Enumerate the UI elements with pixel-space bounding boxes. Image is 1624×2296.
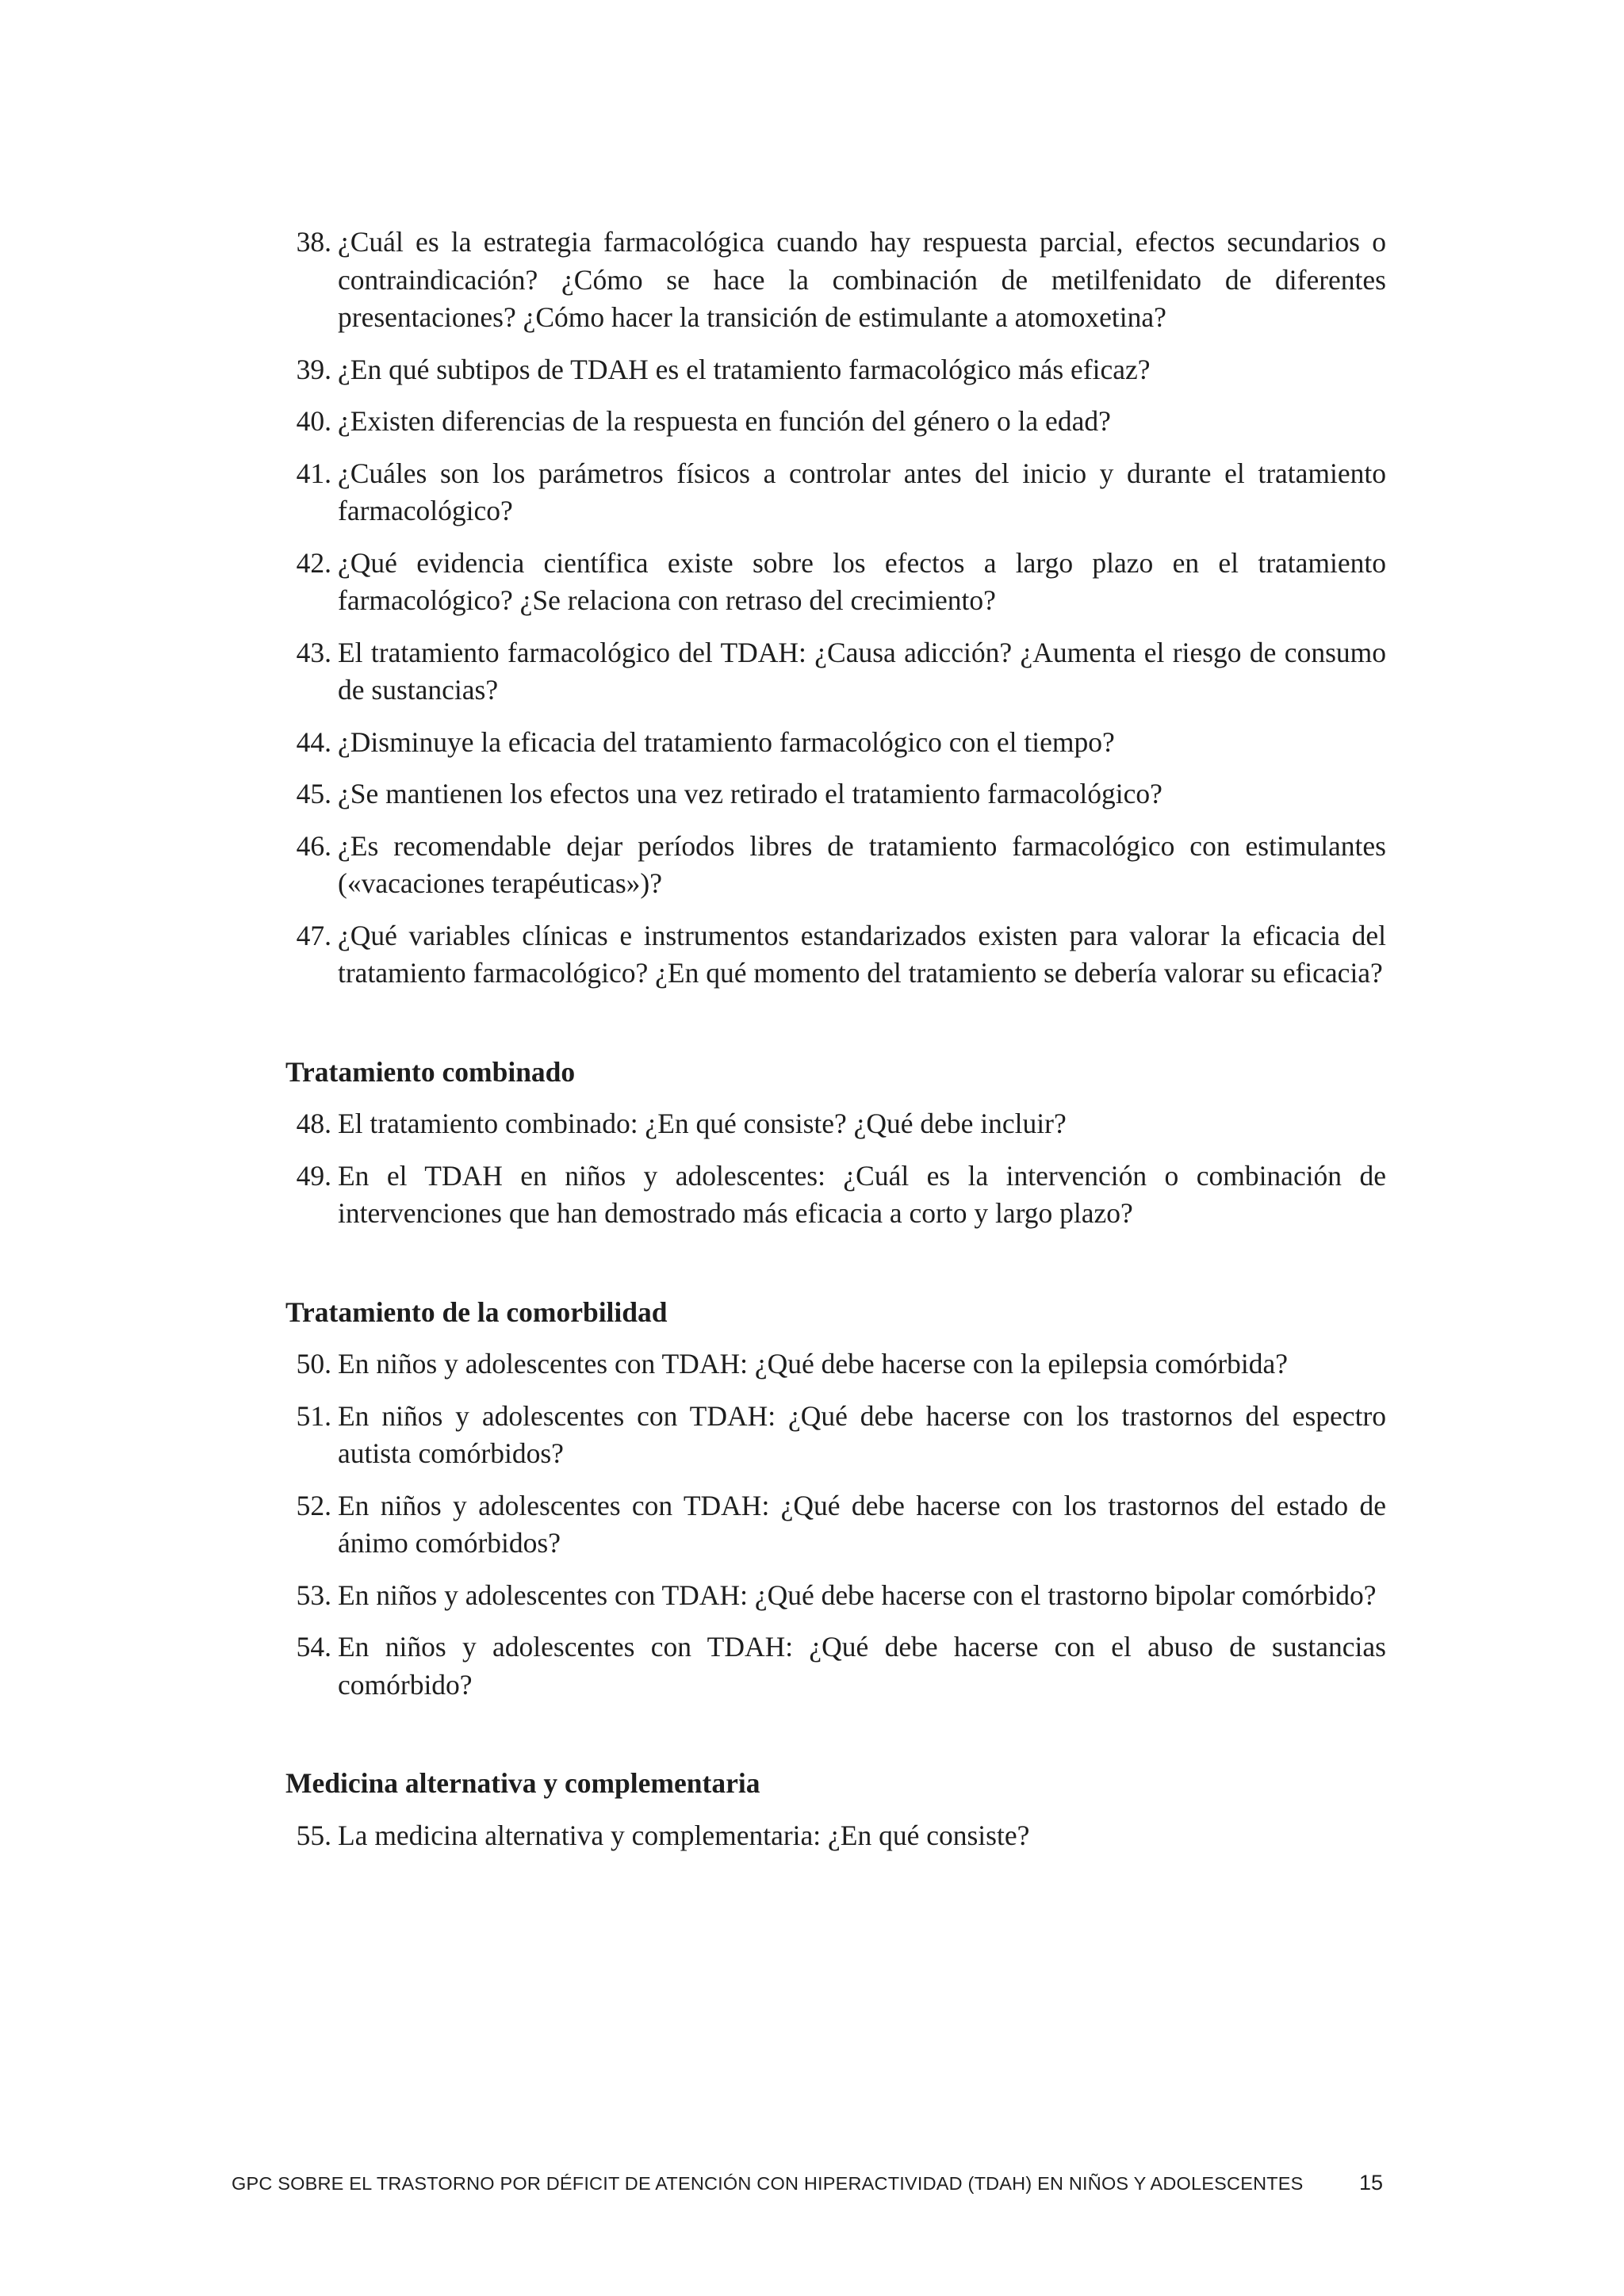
question-text: ¿Disminuye la eficacia del tratamiento farmacológico con el tiempo?	[338, 725, 1115, 758]
question-item	[278, 1628, 1386, 1704]
question-text: En niños y adolescentes con TDAH: ¿Qué debe hacerse con el abuso de sustancias comórbido?	[338, 1631, 1386, 1701]
question-text: ¿Se mantienen los efectos una vez retirado el tratamiento farmacológico?	[338, 778, 1162, 809]
question-item	[278, 1158, 1386, 1233]
question-item	[278, 724, 1386, 762]
question-text: ¿Qué evidencia científica existe sobre los efectos a largo plazo en el tratamiento farmacológico? ¿Se relaciona con retraso del crecimiento?	[338, 546, 1386, 616]
question-item	[278, 351, 1386, 389]
question-item	[278, 1345, 1386, 1383]
question-text: El tratamiento combinado: ¿En qué consiste? ¿Qué debe incluir?	[338, 1108, 1067, 1139]
question-item	[278, 545, 1386, 620]
section-heading-combinado: Tratamiento combinado	[285, 1055, 576, 1088]
question-number: 55.	[296, 1819, 331, 1851]
question-item	[278, 775, 1386, 813]
question-item	[278, 1577, 1386, 1615]
question-text: ¿Cuál es la estrategia farmacológica cuando hay respuesta parcial, efectos secundarios o contraindicación? ¿Cómo se hace la combinación de metilfenidato de diferentes presentaciones? ¿Cómo hacer la transición de estimulante a atomoxetina?	[338, 226, 1386, 333]
question-text: ¿Es recomendable dejar períodos libres de tratamiento farmacológico con estimulantes («vacaciones terapéuticas»)?	[338, 829, 1386, 899]
section-heading-alternativa: Medicina alternativa y complementaria	[285, 1767, 760, 1799]
footer-title: GPC SOBRE EL TRASTORNO POR DÉFICIT DE ATENCIÓN CON HIPERACTIVIDAD (TDAH) EN NIÑOS Y ADOLESCENTES	[232, 2173, 1304, 2194]
question-text: ¿Cuáles son los parámetros físicos a controlar antes del inicio y durante el tratamiento farmacológico?	[338, 457, 1386, 526]
question-item	[278, 403, 1386, 441]
question-text: En niños y adolescentes con TDAH: ¿Qué debe hacerse con la epilepsia comórbida?	[338, 1348, 1289, 1380]
question-number: 52.	[296, 1489, 331, 1521]
page-content	[278, 224, 1386, 1869]
question-number: 49.	[296, 1159, 331, 1192]
question-number: 40.	[296, 405, 331, 437]
question-item	[278, 455, 1386, 530]
question-text: En el TDAH en niños y adolescentes: ¿Cuál es la intervención o combinación de intervenciones que han demostrado más eficacia a corto y largo plazo?	[338, 1159, 1386, 1229]
question-text: En niños y adolescentes con TDAH: ¿Qué debe hacerse con el trastorno bipolar comórbido?	[338, 1578, 1377, 1611]
question-item	[278, 1105, 1386, 1143]
question-text: ¿En qué subtipos de TDAH es el tratamiento farmacológico más eficaz?	[338, 353, 1151, 385]
question-number: 53.	[296, 1578, 331, 1611]
question-text: ¿Existen diferencias de la respuesta en función del género o la edad?	[338, 405, 1111, 437]
question-text: En niños y adolescentes con TDAH: ¿Qué debe hacerse con los trastornos del estado de ánimo comórbidos?	[338, 1489, 1386, 1559]
question-text: En niños y adolescentes con TDAH: ¿Qué debe hacerse con los trastornos del espectro autista comórbidos?	[338, 1399, 1386, 1469]
page-number: 15	[1358, 2171, 1383, 2195]
question-item	[278, 917, 1386, 993]
question-number: 45.	[296, 778, 331, 809]
question-number: 54.	[296, 1631, 331, 1663]
question-number: 41.	[296, 457, 331, 489]
question-item	[278, 634, 1386, 710]
question-number: 39.	[296, 353, 331, 385]
question-number: 44.	[296, 725, 331, 758]
question-number: 48.	[296, 1108, 331, 1139]
question-number: 51.	[296, 1399, 331, 1432]
question-number: 47.	[296, 919, 331, 951]
question-item	[278, 1487, 1386, 1563]
question-number: 46.	[296, 829, 331, 862]
question-item	[278, 1817, 1386, 1855]
question-item	[278, 1398, 1386, 1473]
question-item	[278, 828, 1386, 903]
question-item	[278, 224, 1386, 337]
section-heading-comorbilidad: Tratamiento de la comorbilidad	[285, 1295, 668, 1328]
question-number: 50.	[296, 1348, 331, 1380]
question-text: La medicina alternativa y complementaria: ¿En qué consiste?	[338, 1819, 1030, 1851]
page-footer	[232, 2171, 1392, 2195]
question-text: ¿Qué variables clínicas e instrumentos estandarizados existen para valorar la eficacia del tratamiento farmacológico? ¿En qué momento del tratamiento se debería valorar su eficacia?	[338, 919, 1386, 989]
question-text: El tratamiento farmacológico del TDAH: ¿Causa adicción? ¿Aumenta el riesgo de consumo de sustancias?	[338, 636, 1386, 706]
question-number: 42.	[296, 546, 331, 579]
question-number: 43.	[296, 636, 331, 668]
question-number: 38.	[296, 226, 331, 258]
